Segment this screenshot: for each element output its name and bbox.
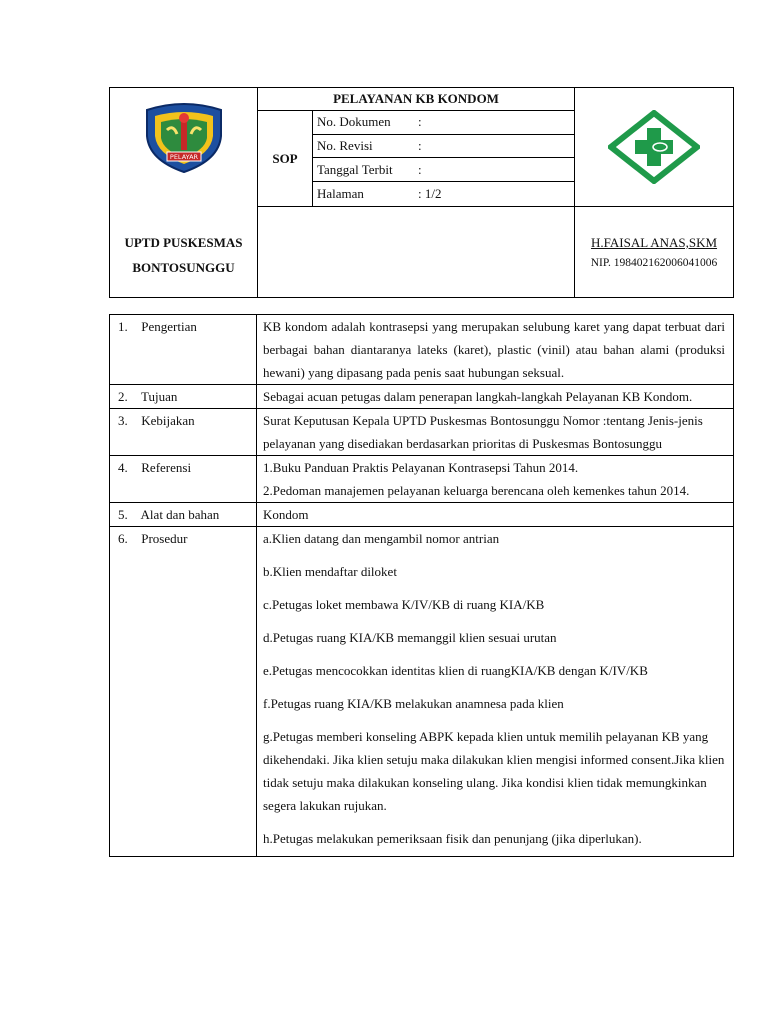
section-title: Tujuan <box>141 389 178 404</box>
section-number: 6. <box>118 531 128 546</box>
doc-field-row <box>313 181 574 206</box>
section-row-tujuan <box>110 385 734 409</box>
doc-field-value: : <box>418 111 574 134</box>
doc-field-label: Halaman <box>317 185 364 201</box>
procedure-step: d.Petugas ruang KIA/KB memanggil klien sesuai urutan <box>263 630 557 645</box>
reference-item: 2.Pedoman manajemen pelayanan keluarga berencana oleh kemenkes tahun 2014. <box>263 483 690 498</box>
puskesmas-logo-cell <box>575 88 734 207</box>
signer-name: H.FAISAL ANAS,SKM <box>590 235 718 250</box>
section-label <box>110 315 257 385</box>
puskesmas-logo <box>608 110 700 184</box>
section-title: Referensi <box>141 460 192 475</box>
regency-crest-logo <box>141 100 227 176</box>
section-row-pengertian <box>110 315 734 385</box>
sop-label: SOP <box>258 111 313 207</box>
org-line-2: BONTOSUNGGU <box>132 260 235 275</box>
section-label <box>110 385 257 409</box>
document-fields <box>313 111 575 207</box>
procedure-step: a.Klien datang dan mengambil nomor antrian <box>263 531 500 546</box>
organization-name <box>110 230 257 280</box>
doc-field-value: : <box>418 134 574 157</box>
section-number: 2. <box>118 389 128 404</box>
org-line-1: UPTD PUSKESMAS <box>124 235 243 250</box>
section-content: Sebagai acuan petugas dalam penerapan langkah-langkah Pelayanan KB Kondom. <box>257 385 734 409</box>
section-content: Surat Keputusan Kepala UPTD Puskesmas Bontosunggu Nomor :tentang Jenis-jenis pelayanan yang disediakan berdasarkan prioritas di Puskesmas Bontosunggu <box>257 409 734 456</box>
doc-fields-table <box>313 111 574 206</box>
doc-field-value: : <box>418 158 574 181</box>
procedure-step: g.Petugas memberi konseling ABPK kepada klien untuk memilih pelayanan KB yang dikehendaki. Jika klien setuju maka dilakukan klien mengisi informed consent.Jika klien tidak setuju maka dilakukan konseling ulang. Jika kondisi klien tidak memungkinkan segera lakukan rujukan. <box>263 729 725 813</box>
procedure-step: b.Klien mendaftar diloket <box>263 564 397 579</box>
doc-field-label: Tanggal Terbit <box>313 158 418 181</box>
section-number: 3. <box>118 413 128 428</box>
signer-nip: NIP. 198402162006041006 <box>590 257 718 269</box>
doc-field-row <box>313 134 574 157</box>
section-title: Alat dan bahan <box>140 507 220 522</box>
procedure-step: h.Petugas melakukan pemeriksaan fisik dan penunjang (jika diperlukan). <box>263 831 642 846</box>
section-content <box>257 456 734 503</box>
doc-field-row <box>313 111 574 134</box>
section-number: 5. <box>118 507 128 522</box>
procedure-steps <box>257 527 734 857</box>
doc-field-label: No. Dokumen <box>313 111 418 134</box>
section-label <box>110 503 257 527</box>
section-row-kebijakan <box>110 409 734 456</box>
section-number: 4. <box>118 460 128 475</box>
empty-signature-area <box>258 207 575 298</box>
signer-cell <box>575 207 734 298</box>
document-title: PELAYANAN KB KONDOM <box>258 88 575 111</box>
section-label <box>110 456 257 503</box>
section-content: KB kondom adalah kontrasepsi yang merupakan selubung karet yang dapat terbuat dari berbagai bahan diantaranya lateks (karet), plastic (vinil) atau bahan alami (produksi hewani) yang dipasang pada penis saat hubungan seksual. <box>257 315 734 385</box>
procedure-step: f.Petugas ruang KIA/KB melakukan anamnesa pada klien <box>263 696 564 711</box>
section-title: Prosedur <box>141 531 188 546</box>
doc-field-label: No. Revisi <box>313 134 418 157</box>
section-number: 1. <box>118 319 128 334</box>
doc-field-value: : 1/2 <box>418 185 442 201</box>
section-row-prosedur <box>110 527 734 857</box>
procedure-step: c.Petugas loket membawa K/IV/KB di ruang KIA/KB <box>263 597 545 612</box>
section-title: Kebijakan <box>141 413 195 428</box>
sop-content-table <box>109 314 734 857</box>
section-row-referensi <box>110 456 734 503</box>
section-row-alat <box>110 503 734 527</box>
section-label <box>110 527 257 857</box>
reference-item: 1.Buku Panduan Praktis Pelayanan Kontrasepsi Tahun 2014. <box>263 460 579 475</box>
sop-header-table <box>109 87 734 298</box>
org-cell <box>110 88 258 298</box>
crest-banner-text: PELAYAR <box>169 153 198 161</box>
section-label <box>110 409 257 456</box>
doc-field-row <box>313 158 574 181</box>
section-content: Kondom <box>257 503 734 527</box>
section-title: Pengertian <box>141 319 197 334</box>
procedure-step: e.Petugas mencocokkan identitas klien di ruangKIA/KB dengan K/IV/KB <box>263 663 648 678</box>
